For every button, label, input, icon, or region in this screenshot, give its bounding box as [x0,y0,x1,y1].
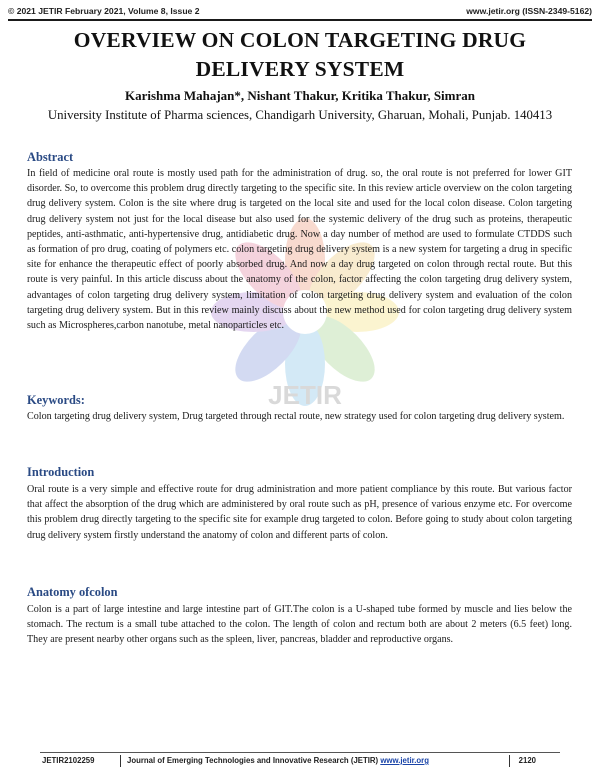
introduction-body: Oral route is a very simple and effective route for drug administration and more patient compliance by this route. But various factor that affect the absorption of the drug which are administered by oral route such as pH, presence of various enzyme etc. For overcome this problem drug directly targeting to the specific site for example drug targeted to colon. Before going to study about colon targeting drug delivery system firstly understand the anatomy of colon and different parts of colon. [27,484,572,541]
anatomy-body: Colon is a part of large intestine and large intestine part of GIT.The colon is a U-shaped tube formed by muscle and lies below the stomach. The rectum is a small tube attached to the colon. The length of colon and rectum both are about 2 meters (6.5 feet) long. They are present nearby other organs such as the spleen, liver, pancreas, bladder and reproductive organs. [27,604,572,646]
keywords-body: Colon targeting drug delivery system, Drug targeted through rectal route, new strategy used for colon targeting drug delivery system. [27,411,565,422]
keywords-heading: Keywords: [27,393,85,407]
footer-rule [40,752,560,753]
header-journal-site: www.jetir.org (ISSN-2349-5162) [466,6,592,16]
page-footer [40,755,560,771]
affiliation: University Institute of Pharma sciences, Chandigarh University, Gharuan, Mohali, Punjab. 140413 [47,108,553,122]
watermark-text: JETIR [268,380,342,410]
title-line-2: DELIVERY SYSTEM [195,57,405,81]
footer-article-id: JETIR2102259 [42,756,95,765]
anatomy-heading: Anatomy ofcolon [27,585,118,599]
footer-journal-name: Journal of Emerging Technologies and Innovative Research (JETIR) [127,756,379,765]
footer-separator [120,755,121,767]
header-rule [8,19,592,21]
author-list: Karishma Mahajan*, Nishant Thakur, Kritika Thakur, Simran [124,88,475,103]
footer-journal [127,756,429,765]
footer-journal-link[interactable]: www.jetir.org [380,756,429,765]
title-line-1: OVERVIEW ON COLON TARGETING DRUG [73,28,527,52]
running-header [8,6,592,20]
introduction-heading: Introduction [27,465,95,479]
page-number: 2120 [518,756,536,765]
abstract-body: In field of medicine oral route is mostly used path for the administration of drug. so, the oral route is not preferred for lower GIT disorder. So, to overcome this problem drug directly targeting to the specific site. In this review article overview on the colon targeting drug delivery system. Colon is the site where drug is targeted on the local site and used for the local colon disease. Colon targeting drug delivery system not just for the local disease but also used for the systemic delivery of the drug such as proteins, therapeutic peptides, anti-asthmatic, anti-hypertensive drug, antidiabetic drug. Now a day number of method are used to formulate CTDDS such as formation of pro drug, coating of polymers etc. colon targeting drug delivery system is a new system for targeting a drug in specific site for enhance the therapeutic effect of poorly absorbed drug. And now a day drug targeted on colon through rectal route. But this route is very painful. In this article discuss about the anatomy of the colon, factor affecting the colon targeting drug delivery system, advantages of colon targeting drug delivery system, limitation of colon targeting drug delivery system and evaluation of the colon targeting drug delivery system. But in this review mainly discuss about the new method used for colon targeting drug delivery system such as Microspheres,carbon nanotube, metal nanoparticles etc. [27,168,572,332]
footer-separator-2 [509,755,510,767]
paper-title [20,26,580,84]
header-citation: © 2021 JETIR February 2021, Volume 8, Issue 2 [8,6,200,16]
abstract-heading: Abstract [27,150,74,164]
